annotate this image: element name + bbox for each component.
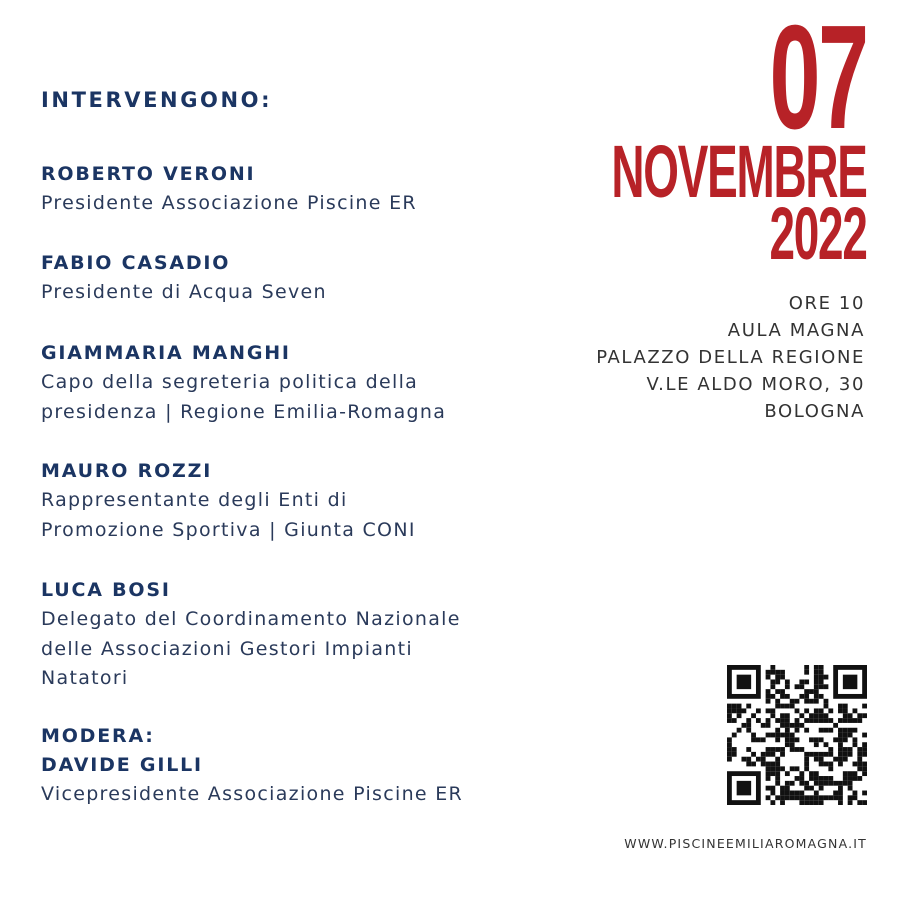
moderator-label: MODERA: — [41, 725, 155, 747]
venue-time: ORE 10 — [788, 293, 865, 314]
speaker-name: ROBERTO VERONI — [41, 163, 256, 185]
speaker-name: LUCA BOSI — [41, 579, 171, 601]
moderator-block — [41, 722, 463, 810]
venue-city: BOLOGNA — [764, 401, 865, 422]
speaker-name: MAURO ROZZI — [41, 460, 213, 482]
moderator-role: Vicepresidente Associazione Piscine ER — [41, 783, 464, 805]
venue-building: PALAZZO DELLA REGIONE — [596, 347, 865, 368]
event-date — [611, 0, 867, 275]
date-day: 07 — [769, 0, 867, 160]
website-link[interactable]: WWW.PISCINEEMILIAROMAGNA.IT — [624, 836, 867, 851]
date-month: NOVEMBRE — [611, 130, 867, 213]
venue-street: V.LE ALDO MORO, 30 — [646, 374, 865, 395]
speakers-heading: INTERVENGONO: — [41, 88, 273, 112]
speaker-name: GIAMMARIA MANGHI — [41, 342, 291, 364]
speaker-block — [41, 249, 327, 308]
venue-info — [596, 290, 865, 425]
moderator-name: DAVIDE GILLI — [41, 754, 203, 776]
date-year: 2022 — [769, 192, 867, 275]
venue-room: AULA MAGNA — [727, 320, 865, 341]
speaker-role: Rappresentante degli Enti di Promozione Sportiva | Giunta CONI — [41, 489, 416, 541]
qr-code-icon[interactable] — [727, 665, 867, 805]
speaker-role: Presidente Associazione Piscine ER — [41, 192, 417, 214]
speaker-role: Delegato del Coordinamento Nazionale delle Associazioni Gestori Impianti Natatori — [41, 608, 461, 689]
speaker-name: FABIO CASADIO — [41, 252, 231, 274]
speaker-block — [41, 576, 461, 694]
speaker-block — [41, 457, 416, 545]
speaker-block — [41, 339, 446, 427]
speaker-role: Capo della segreteria politica della presidenza | Regione Emilia-Romagna — [41, 371, 447, 423]
speaker-block — [41, 160, 417, 219]
speaker-role: Presidente di Acqua Seven — [41, 281, 327, 303]
